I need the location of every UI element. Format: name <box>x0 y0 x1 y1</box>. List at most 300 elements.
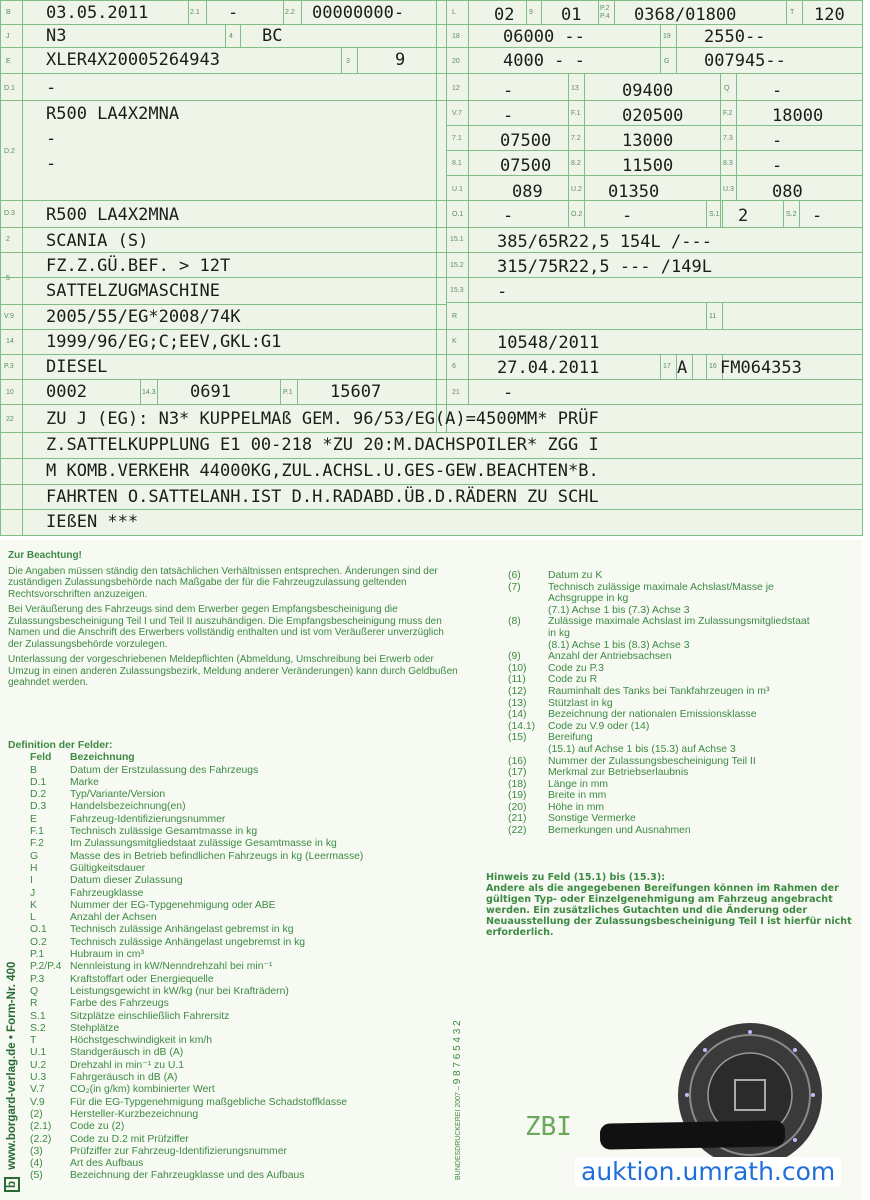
definition-row <box>508 686 858 698</box>
beachtung-paragraph-3: Unterlassung der vorgeschriebenen Meldepflichten (Abmeldung, Umschreibung bei Erwerb oder Umzug in einen anderen Zulassungsbezirk, Meldung anderer Veränderungen) kann durch Geldbußen geahndet werden. <box>8 654 458 688</box>
definition-value: (7.1) Achse 1 bis (7.3) Achse 3 <box>548 604 690 616</box>
definition-key: F.2 <box>30 838 44 850</box>
field-v7: - <box>503 106 514 126</box>
definition-row <box>508 605 858 617</box>
definition-key: (17) <box>508 767 527 779</box>
code-4: 4 <box>229 33 233 40</box>
definition-value: Fahrzeug-Identifizierungsnummer <box>70 813 226 825</box>
definition-key <box>508 593 548 605</box>
code-21: 21 <box>452 389 460 396</box>
code-16: 16 <box>709 363 717 370</box>
definition-value: Sonstige Vermerke <box>548 813 636 825</box>
definition-key: (2) <box>30 1108 43 1120</box>
definition-row <box>8 851 468 863</box>
definition-value: Zulässige maximale Achslast im Zulassungsmitgliedstaat <box>548 616 810 628</box>
definition-key: P.3 <box>30 973 45 985</box>
code-o2: O.2 <box>571 211 583 218</box>
definition-key: K <box>30 899 37 911</box>
definition-row <box>8 838 468 850</box>
definition-value: Höhe in mm <box>548 801 605 813</box>
code-v7: V.7 <box>452 110 462 117</box>
definition-value: Fahrzeugklasse <box>70 887 144 899</box>
definition-value: Merkmal zur Betriebserlaubnis <box>548 767 689 779</box>
remark-line-4: FAHRTEN O.SATTELANH.IST D.H.RADABD.ÜB.D.RÄDERN ZU SCHL <box>46 487 599 507</box>
field-p1: 15607 <box>330 382 382 402</box>
definition-key: P.2/P.4 <box>30 961 62 973</box>
field-u3: 080 <box>772 182 803 202</box>
definition-row <box>508 756 858 768</box>
hinweis-text: Andere als die angegebenen Bereifungen können im Rahmen der gültigen Typ- oder Einzelgenehmigung am Fahrzeug angebracht werden. Ein zusätzliches Gutachten und die Änderung oder Neuausstellung der Zulassungsbescheinigung Teil I ist hierfür nicht erforderlich. <box>486 883 852 938</box>
definition-value: Bezeichnung der nationalen Emissionsklasse <box>548 709 757 721</box>
definition-row <box>8 1060 468 1072</box>
code-p1: P.1 <box>283 389 293 396</box>
code-20: 20 <box>452 58 460 65</box>
definition-key: U.2 <box>30 1059 47 1071</box>
field-10: 0002 <box>46 382 87 402</box>
col-bezeichnung: Bezeichnung <box>70 752 135 764</box>
definition-value: Anzahl der Achsen <box>70 912 157 924</box>
definition-value: CO₂(in g/km) kombinierter Wert <box>70 1084 215 1096</box>
definition-key: U.3 <box>30 1072 47 1084</box>
code-13: 13 <box>571 85 579 92</box>
definition-value: Drehzahl in min⁻¹ zu U.1 <box>70 1059 185 1071</box>
beachtung-paragraph-2: Bei Veräußerung des Fahrzeugs sind dem Erwerber gegen Empfangsbescheinigung die Zulassungsbescheinigung Teil I und Teil II auszuhändigen. Die Empfangsbescheinigung muss den Namen und die Anschrift des Erwerbers vollständig enthalten und ist vom Veräußerer unverzüglich der Zulassungsbehörde vorzulegen. <box>8 604 444 650</box>
code-12: 12 <box>452 85 460 92</box>
printer-note: BUNDESDRUCKEREI 2007 <box>455 1092 462 1180</box>
code-8-3: 8.3 <box>723 160 733 167</box>
code-t: T <box>790 9 795 16</box>
definition-row <box>8 1170 468 1182</box>
field-16: FM064353 <box>720 358 802 378</box>
definition-value: Kraftstoffart oder Energiequelle <box>70 973 214 985</box>
field-f1: 020500 <box>622 106 684 126</box>
code-o1: O.1 <box>452 211 464 218</box>
field-p3-fuel: DIESEL <box>46 357 108 377</box>
field-15-3: - <box>497 282 508 302</box>
definition-key: T <box>30 1035 37 1047</box>
beachtung-block <box>8 550 458 693</box>
col-feld: Feld <box>30 752 52 764</box>
definition-key: R <box>30 998 38 1010</box>
field-p2-p4: 0368/01800 <box>634 5 737 25</box>
code-p3: P.3 <box>4 363 14 370</box>
definition-value: Code zu R <box>548 674 598 686</box>
definition-row <box>8 949 468 961</box>
definition-value: Stützlast in kg <box>548 697 613 709</box>
field-u1: 089 <box>512 182 543 202</box>
field-v9: 2005/55/EG*2008/74K <box>46 307 241 327</box>
code-15-3: 15.3 <box>450 287 464 294</box>
definition-row <box>8 1023 468 1035</box>
field-d1: - <box>46 78 57 98</box>
definition-key: (2.1) <box>30 1121 52 1133</box>
definition-row <box>8 875 468 887</box>
code-2-1: 2.1 <box>190 9 200 16</box>
field-7-2: 13000 <box>622 131 674 151</box>
publisher-url: www.borgard-verlag.de <box>6 1042 18 1170</box>
definition-row <box>8 777 468 789</box>
definition-row <box>508 790 858 802</box>
field-s2: - <box>812 206 823 226</box>
definition-key: S.2 <box>30 1022 46 1034</box>
definition-value: Rauminhalt des Tanks bei Tankfahrzeugen in m³ <box>548 685 770 697</box>
definition-key: (20) <box>508 801 527 813</box>
definition-value: Länge in mm <box>548 778 609 790</box>
definition-value: Fahrgeräusch in dB (A) <box>70 1072 178 1084</box>
definition-row <box>508 802 858 814</box>
publisher-vertical: b www.borgard-verlag.de • Form-Nr. 400 <box>4 962 20 1192</box>
redaction-bar <box>600 1120 785 1149</box>
field-7-1: 07500 <box>500 131 552 151</box>
definition-value: Achsgruppe in kg <box>548 593 629 605</box>
definition-value: Anzahl der Antriebsachsen <box>548 651 672 663</box>
field-j: N3 <box>46 26 67 46</box>
field-2-2: 00000000- <box>312 3 405 23</box>
field-u2: 01350 <box>608 182 660 202</box>
definition-key: (3) <box>30 1145 43 1157</box>
definition-row <box>8 863 468 875</box>
code-14: 14 <box>6 338 14 345</box>
zbi-label: ZBI <box>525 1112 572 1142</box>
field-3: 9 <box>395 50 406 70</box>
definition-key: (5) <box>30 1170 43 1182</box>
code-8-2: 8.2 <box>571 160 581 167</box>
definition-value: Nennleistung in kW/Nenndrehzahl bei min⁻¹ <box>70 961 273 973</box>
definition-key: (21) <box>508 813 527 825</box>
remark-line-3: M KOMB.VERKEHR 44000KG,ZUL.ACHSL.U.GES-GEW.BEACHTEN*B. <box>46 461 599 481</box>
definition-row <box>8 924 468 936</box>
watermark-text: auktion.umrath.com <box>575 1157 841 1186</box>
definition-value: Technisch zulässige Gesamtmasse in kg <box>70 826 258 838</box>
definition-row <box>508 663 858 675</box>
field-e-vin: XLER4X20005264943 <box>46 50 220 70</box>
code-u3: U.3 <box>723 186 734 193</box>
field-k: 10548/2011 <box>497 333 600 353</box>
field-5-line1: FZ.Z.GÜ.BEF. > 12T <box>46 256 231 276</box>
definition-key: (10) <box>508 662 527 674</box>
definition-key: D.3 <box>30 801 47 813</box>
definition-value: Nummer der EG-Typgenehmigung oder ABE <box>70 899 276 911</box>
code-s1: S.1 <box>709 211 720 218</box>
definition-row <box>8 1047 468 1059</box>
field-15-1: 385/65R22,5 154L /--- <box>497 232 712 252</box>
definition-value: Marke <box>70 776 99 788</box>
code-7-3: 7.3 <box>723 135 733 142</box>
definition-value: Standgeräusch in dB (A) <box>70 1047 184 1059</box>
field-6: 27.04.2011 <box>497 358 600 378</box>
form-number: Form-Nr. 400 <box>6 961 18 1032</box>
field-8-2: 11500 <box>622 156 674 176</box>
definition-key: O.2 <box>30 936 47 948</box>
field-2-make: SCANIA (S) <box>46 231 149 251</box>
definition-key: (14) <box>508 709 527 721</box>
definition-row <box>508 628 858 640</box>
definition-row <box>8 1121 468 1133</box>
code-17: 17 <box>663 363 671 370</box>
field-14: 1999/96/EG;C;EEV,GKL:G1 <box>46 332 282 352</box>
definition-key <box>508 744 548 756</box>
definition-key: (14.1) <box>508 720 536 732</box>
definition-row <box>8 826 468 838</box>
definition-value: Art des Aufbaus <box>70 1158 144 1170</box>
field-b-date: 03.05.2011 <box>46 3 149 23</box>
code-d3: D.3 <box>4 210 15 217</box>
definition-value: Technisch zulässige Anhängelast ungebremst in kg <box>70 936 306 948</box>
code-14-3: 14.3 <box>142 389 156 396</box>
code-s2: S.2 <box>786 211 797 218</box>
field-d2-line2: - <box>46 129 57 149</box>
definition-value: Hubraum in cm³ <box>70 949 144 961</box>
definition-row <box>8 1097 468 1109</box>
code-r: R <box>452 313 458 320</box>
definition-value: Code zu P.3 <box>548 662 604 674</box>
code-2-2: 2.2 <box>285 9 295 16</box>
remark-line-2: Z.SATTELKUPPLUNG E1 00-218 *ZU 20:M.DACHSPOILER* ZGG I <box>46 435 599 455</box>
field-14-3: 0691 <box>190 382 231 402</box>
code-f1: F.1 <box>571 110 581 117</box>
field-19: 2550-- <box>704 27 766 47</box>
definition-value: Prüfziffer zur Fahrzeug-Identifizierungsnummer <box>70 1145 287 1157</box>
definition-key: P.1 <box>30 949 45 961</box>
code-7-2: 7.2 <box>571 135 581 142</box>
beachtung-heading: Zur Beachtung! <box>8 550 82 561</box>
code-k: K <box>452 338 457 345</box>
definition-value: Typ/Variante/Version <box>70 789 166 801</box>
field-5-line2: SATTELZUGMASCHINE <box>46 281 220 301</box>
field-o1: - <box>503 206 514 226</box>
code-e: E <box>6 58 11 65</box>
definition-key: B <box>30 764 37 776</box>
definition-value: Code zu D.2 mit Prüfziffer <box>70 1133 189 1145</box>
definition-row <box>508 732 858 744</box>
definition-value: in kg <box>548 627 570 639</box>
code-j: J <box>6 33 10 40</box>
field-g: 007945-- <box>704 51 786 71</box>
definition-value: Breite in mm <box>548 790 607 802</box>
definition-key: (9) <box>508 651 521 663</box>
definition-value: Leistungsgewicht in kW/kg (nur bei Krafträdern) <box>70 985 289 997</box>
hinweis-heading: Hinweis zu Feld (15.1) bis (15.3): <box>486 872 666 883</box>
code-l: L <box>452 9 456 16</box>
serial-vertical: 9 8 7 6 5 4 3 2 <box>452 1020 463 1085</box>
field-18: 06000 -- <box>503 27 585 47</box>
definition-value: Für die EG-Typgenehmigung maßgebliche Schadstoffklasse <box>70 1096 348 1108</box>
definition-row <box>8 789 468 801</box>
definition-key: (13) <box>508 697 527 709</box>
field-d2-line1: R500 LA4X2MNA <box>46 104 180 124</box>
definition-row <box>508 721 858 733</box>
field-8-1: 07500 <box>500 156 552 176</box>
definition-value: Farbe des Fahrzeugs <box>70 998 169 1010</box>
definition-key: D.1 <box>30 776 47 788</box>
definition-row <box>508 570 858 582</box>
definition-row <box>508 825 858 837</box>
beachtung-paragraph-1: Die Angaben müssen ständig den tatsächlichen Verhältnissen entsprechen. Änderungen sind der zuständigen Zulassungsbehörde nach Maßgabe der für die Fahrzeugzulassung geltenden Rechtsvorschriften anzuzeigen. <box>8 565 438 600</box>
definition-row <box>8 765 468 777</box>
code-b: B <box>6 9 11 16</box>
field-7-3: - <box>772 131 783 151</box>
code-18: 18 <box>452 33 460 40</box>
code-f2: F.2 <box>723 110 733 117</box>
field-20: 4000 - - <box>503 51 585 71</box>
code-15-1: 15.1 <box>450 236 464 243</box>
definition-key: (8) <box>508 616 521 628</box>
definition-value: Masse des in Betrieb befindlichen Fahrzeugs in kg (Leermasse) <box>70 850 364 862</box>
definition-key: (16) <box>508 755 527 767</box>
hinweis-block <box>486 872 856 938</box>
definition-value: Code zu (2) <box>70 1121 125 1133</box>
definition-row <box>508 698 858 710</box>
field-f2: 18000 <box>772 106 824 126</box>
definition-row <box>8 1134 468 1146</box>
code-15-2: 15.2 <box>450 262 464 269</box>
definition-key: Q <box>30 985 39 997</box>
definition-key: (4) <box>30 1158 43 1170</box>
definition-key: D.2 <box>30 789 47 801</box>
code-19: 19 <box>663 33 671 40</box>
definition-key <box>508 605 548 617</box>
definition-row <box>8 998 468 1010</box>
field-15-2: 315/75R22,5 --- /149L <box>497 257 712 277</box>
definition-key: I <box>30 875 33 887</box>
definition-key: (15) <box>508 732 527 744</box>
definition-value: Im Zulassungsmitgliedstaat zulässige Gesamtmasse in kg <box>70 838 337 850</box>
code-10: 10 <box>6 389 14 396</box>
definition-row <box>8 1084 468 1096</box>
field-8-3: - <box>772 156 783 176</box>
definition-value: Bereifung <box>548 732 593 744</box>
definition-key: (19) <box>508 790 527 802</box>
definition-row <box>8 937 468 949</box>
remark-line-5: IEßEN *** <box>46 512 139 532</box>
definition-value: (8.1) Achse 1 bis (8.3) Achse 3 <box>548 639 690 651</box>
definition-row <box>508 767 858 779</box>
definition-key: (18) <box>508 778 527 790</box>
definition-row <box>8 1146 468 1158</box>
definition-key: (2.2) <box>30 1133 52 1145</box>
definition-key: J <box>30 887 36 899</box>
definition-key <box>508 640 548 652</box>
definition-row <box>508 616 858 628</box>
field-21: - <box>503 383 514 403</box>
definition-key <box>508 628 548 640</box>
definition-row <box>8 1072 468 1084</box>
code-11: 11 <box>709 313 717 320</box>
field-9: 01 <box>561 5 582 25</box>
field-l: 02 <box>494 5 515 25</box>
field-o2: - <box>622 206 633 226</box>
definition-row <box>508 651 858 663</box>
code-d1: D.1 <box>4 85 15 92</box>
code-5: 5 <box>6 275 10 282</box>
code-d2: D.2 <box>4 148 15 155</box>
definition-row <box>8 974 468 986</box>
definition-value: (15.1) auf Achse 1 bis (15.3) auf Achse 3 <box>548 743 736 755</box>
field-s1: 2 <box>738 206 749 226</box>
definition-value: Höchstgeschwindigkeit in km/h <box>70 1035 213 1047</box>
definitions-heading: Definition der Felder: <box>8 740 113 751</box>
field-17: A <box>677 358 688 378</box>
definition-key: (11) <box>508 674 526 686</box>
definition-value: Gültigkeitsdauer <box>70 862 146 874</box>
definition-key: G <box>30 850 39 862</box>
definition-row <box>508 674 858 686</box>
definition-value: Handelsbezeichnung(en) <box>70 801 186 813</box>
code-2: 2 <box>6 236 10 243</box>
code-q: Q <box>724 85 730 92</box>
definition-row <box>8 900 468 912</box>
publisher-logo: b <box>4 1177 20 1192</box>
remark-line-1: ZU J (EG): N3* KUPPELMAß GEM. 96/53/EG(A)=4500MM* PRÜF <box>46 409 599 429</box>
field-4: BC <box>262 26 283 46</box>
field-definitions <box>8 740 468 1183</box>
definition-value: Technisch zulässige Anhängelast gebremst in kg <box>70 924 294 936</box>
definition-key: S.1 <box>30 1010 46 1022</box>
definition-value: Datum der Erstzulassung des Fahrzeugs <box>70 764 259 776</box>
field-13: 09400 <box>622 81 674 101</box>
definition-row <box>508 813 858 825</box>
definition-key: V.9 <box>30 1096 45 1108</box>
code-9: 9 <box>529 9 533 16</box>
definition-row <box>508 582 858 594</box>
code-g: G <box>664 58 670 65</box>
definition-row <box>8 1035 468 1047</box>
definition-row <box>8 986 468 998</box>
definition-value: Technisch zulässige maximale Achslast/Masse je <box>548 581 774 593</box>
field-t: 120 <box>814 5 845 25</box>
definition-row <box>8 801 468 813</box>
field-q: - <box>772 81 783 101</box>
code-3: 3 <box>346 58 350 65</box>
definition-value: Code zu V.9 oder (14) <box>548 720 650 732</box>
code-u2: U.2 <box>571 186 582 193</box>
definition-row <box>8 814 468 826</box>
definition-row <box>8 1011 468 1023</box>
definition-row <box>508 744 858 756</box>
field-d3: R500 LA4X2MNA <box>46 205 180 225</box>
definition-row <box>508 709 858 721</box>
code-v9: V.9 <box>4 313 14 320</box>
definition-key: O.1 <box>30 924 47 936</box>
definition-row <box>508 640 858 652</box>
definition-key: V.7 <box>30 1084 45 1096</box>
definition-value: Hersteller-Kurzbezeichnung <box>70 1108 199 1120</box>
definition-key: L <box>30 912 36 924</box>
definition-row <box>8 912 468 924</box>
definition-row <box>8 961 468 973</box>
definition-row <box>8 888 468 900</box>
definition-key: F.1 <box>30 826 44 838</box>
definition-key: (7) <box>508 581 521 593</box>
code-22: 22 <box>6 416 14 423</box>
definition-key: (6) <box>508 570 521 581</box>
definition-value: Sitzplätze einschließlich Fahrersitz <box>70 1010 230 1022</box>
definition-value: Stehplätze <box>70 1022 120 1034</box>
definition-key: H <box>30 862 38 874</box>
definition-value: Nummer der Zulassungsbescheinigung Teil II <box>548 755 756 767</box>
definitions-header-row <box>8 752 468 764</box>
definition-value: Bezeichnung der Fahrzeugklasse und des Aufbaus <box>70 1170 305 1182</box>
definition-key: (22) <box>508 825 527 837</box>
code-u1: U.1 <box>452 186 463 193</box>
field-2-1: - <box>228 3 239 23</box>
definition-key: E <box>30 813 37 825</box>
definition-key: (12) <box>508 685 527 697</box>
printer-vertical: BUNDESDRUCKEREI 2007 – 9 8 7 6 5 4 3 2 <box>452 1020 463 1180</box>
definition-row <box>8 1109 468 1121</box>
definition-value: Bemerkungen und Ausnahmen <box>548 825 691 837</box>
code-7-1: 7.1 <box>452 135 462 142</box>
